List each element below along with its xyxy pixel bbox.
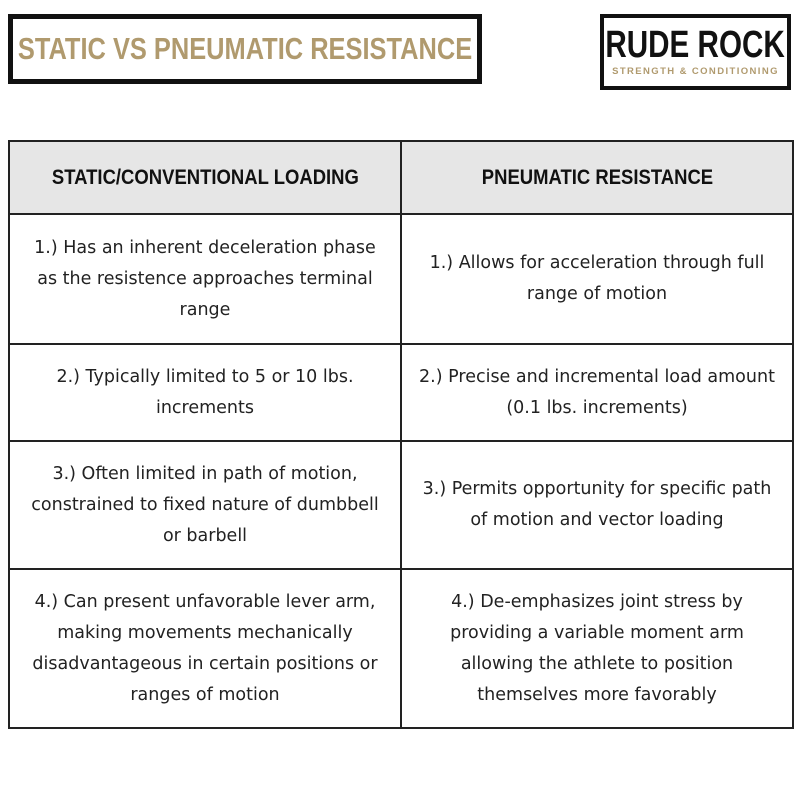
comparison-table	[8, 140, 794, 729]
table-row	[9, 214, 793, 344]
static-cell: 2.) Typically limited to 5 or 10 lbs. increments	[9, 344, 401, 441]
table-header-row	[9, 141, 793, 214]
brand-logo	[600, 14, 791, 90]
pneumatic-cell: 2.) Precise and incremental load amount (0.1 lbs. increments)	[401, 344, 793, 441]
table-row	[9, 344, 793, 441]
pneumatic-cell: 3.) Permits opportunity for specific path of motion and vector loading	[401, 441, 793, 569]
static-cell: 1.) Has an inherent deceleration phase as the resistence approaches terminal range	[9, 214, 401, 344]
logo-tagline: STRENGTH & CONDITIONING	[612, 65, 779, 77]
column-header-static-label: STATIC/CONVENTIONAL LOADING	[51, 165, 359, 189]
logo-wordmark: RUDE ROCK	[605, 23, 786, 66]
static-cell: 3.) Often limited in path of motion, constrained to fixed nature of dumbbell or barbell	[9, 441, 401, 569]
column-header-static	[9, 141, 401, 214]
table-row	[9, 441, 793, 569]
pneumatic-cell: 1.) Allows for acceleration through full range of motion	[401, 214, 793, 344]
table-row	[9, 569, 793, 728]
page-title: STATIC VS PNEUMATIC RESISTANCE	[17, 31, 473, 66]
column-header-pneumatic-label: PNEUMATIC RESISTANCE	[481, 165, 713, 189]
column-header-pneumatic	[401, 141, 793, 214]
title-banner	[8, 14, 482, 84]
pneumatic-cell: 4.) De-emphasizes joint stress by providing a variable moment arm allowing the athlete to position themselves more favorably	[401, 569, 793, 728]
static-cell: 4.) Can present unfavorable lever arm, making movements mechanically disadvantageous in certain positions or ranges of motion	[9, 569, 401, 728]
